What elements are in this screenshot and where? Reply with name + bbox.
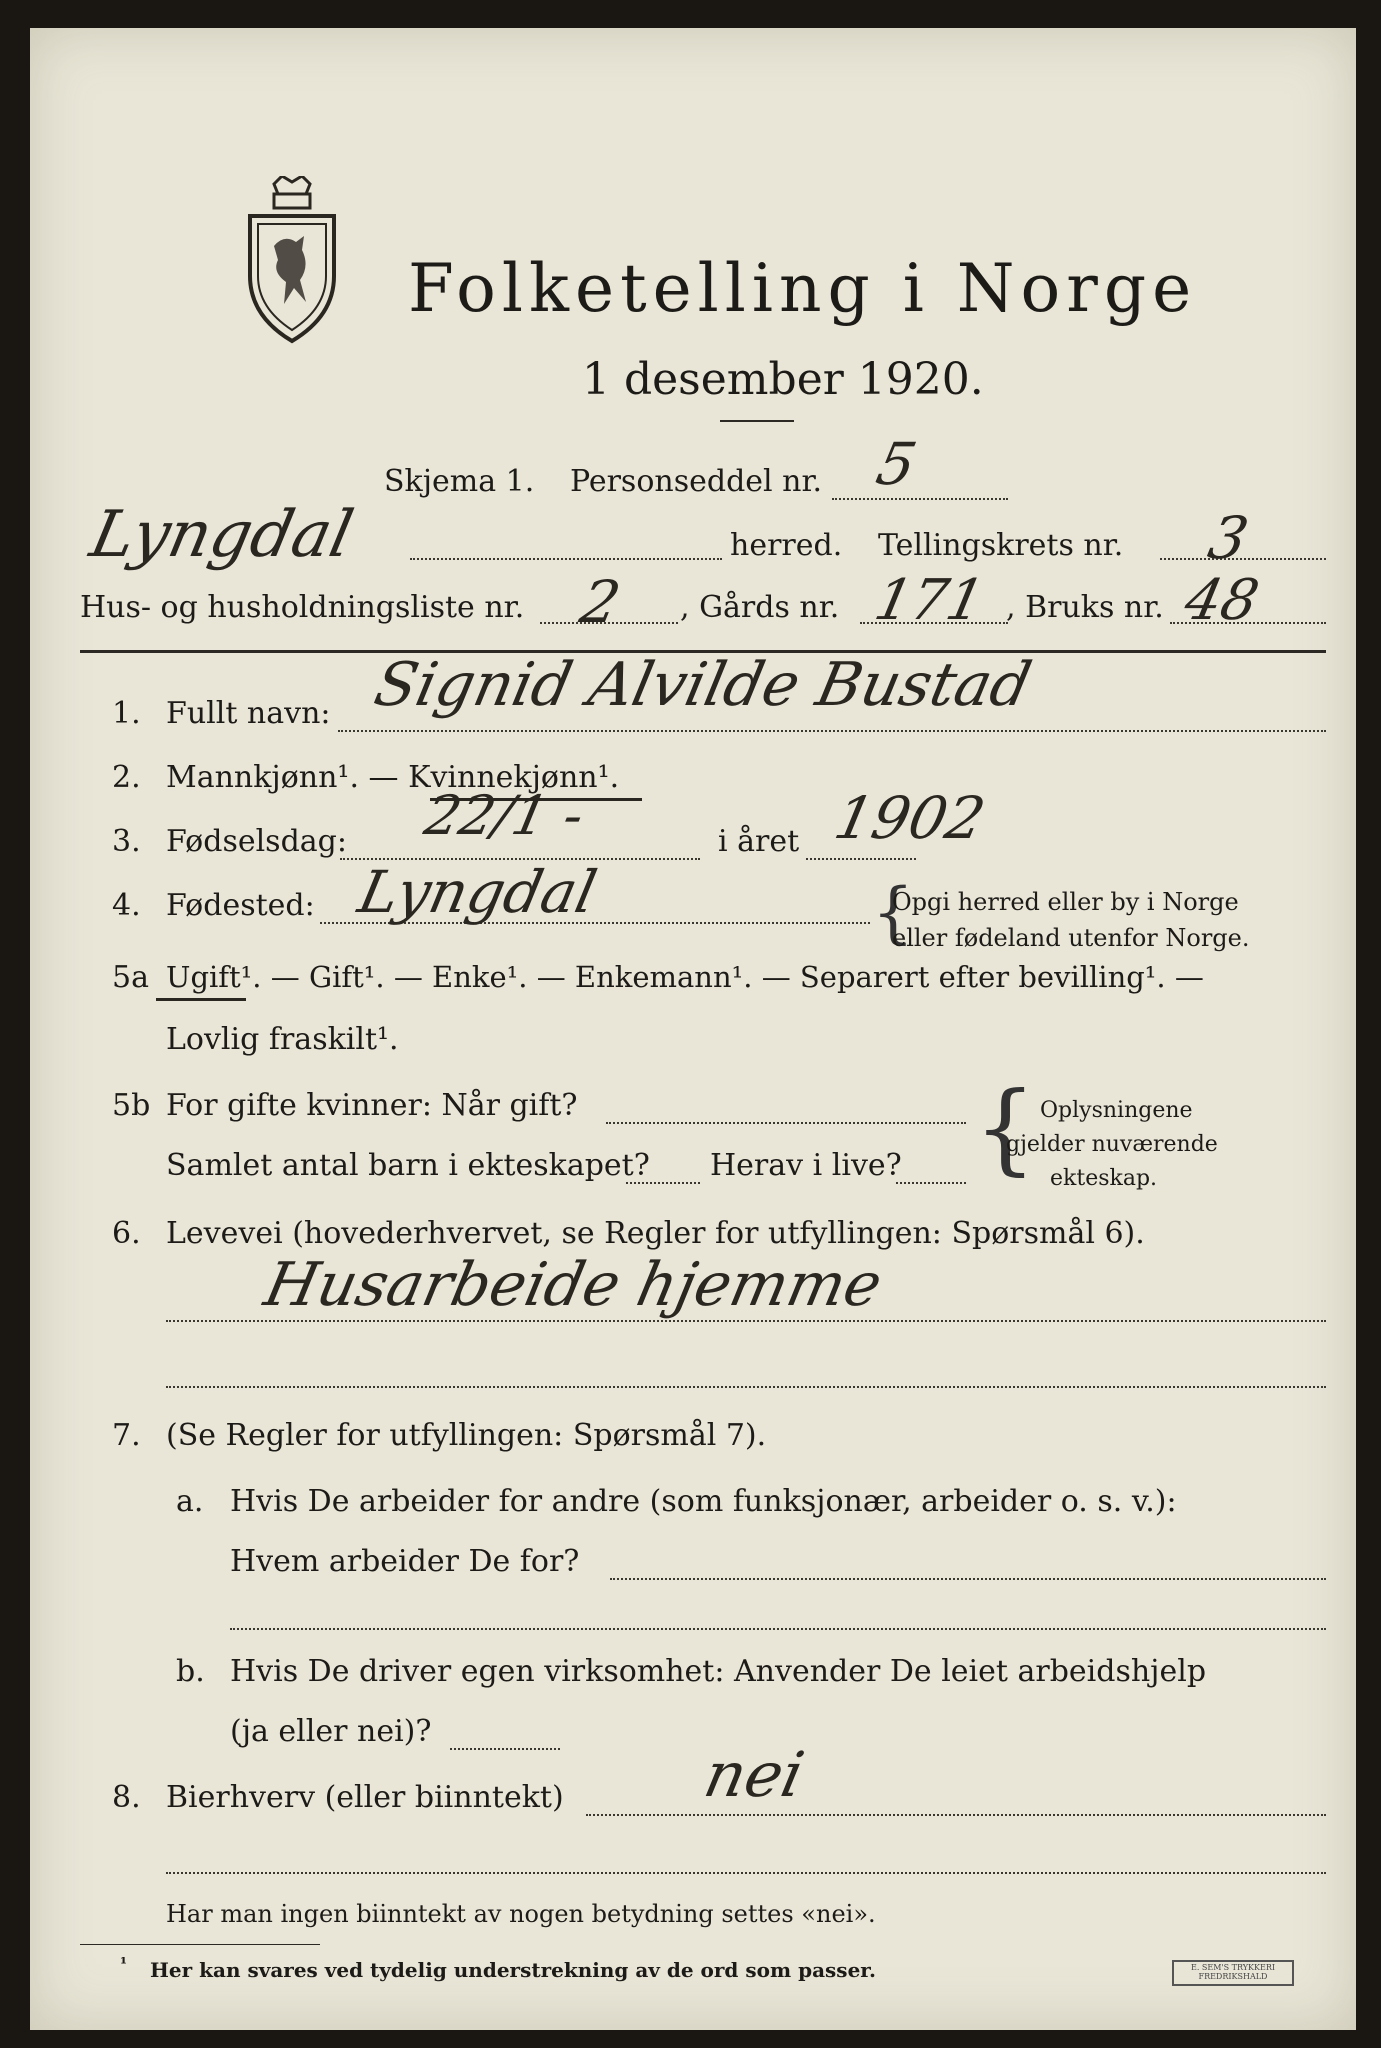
census-date: 1 desember 1920. bbox=[582, 354, 984, 405]
q6-label: Levevei (hovederhvervet, se Regler for utfyllingen: Spørsmål 6). bbox=[166, 1216, 1145, 1251]
title-divider bbox=[720, 420, 794, 422]
tellingskrets-nr-value: 3 bbox=[1202, 504, 1255, 572]
personseddel-label: Personseddel nr. bbox=[570, 464, 823, 499]
q7a-dots-line1 bbox=[610, 1578, 1326, 1580]
q6-dots-line2 bbox=[166, 1386, 1326, 1388]
q4-brace: { bbox=[872, 874, 914, 951]
occupation-value: Husarbeide hjemme bbox=[258, 1250, 888, 1320]
q6-dots-line1 bbox=[166, 1320, 1326, 1322]
q2-number: 2. bbox=[112, 760, 141, 795]
hus-nr-value: 2 bbox=[574, 568, 627, 636]
q4-number: 4. bbox=[112, 888, 141, 923]
birthday-value: 22/1 - bbox=[419, 784, 590, 847]
gards-label: , Gårds nr. bbox=[680, 590, 840, 625]
q7b-dots bbox=[450, 1748, 560, 1750]
q2-label: Mannkjønn¹. — Kvinnekjønn¹. bbox=[166, 760, 620, 795]
q7a-label: Hvis De arbeider for andre (som funksjonær, arbeider o. s. v.): bbox=[230, 1484, 1177, 1519]
norway-coat-of-arms-icon bbox=[244, 176, 340, 346]
q5b-alive-label: Herav i live? bbox=[710, 1148, 902, 1183]
gards-nr-value: 171 bbox=[869, 568, 990, 633]
q3-year-dots bbox=[806, 858, 916, 860]
side-income-value: nei bbox=[698, 1738, 811, 1811]
ugift-underline bbox=[156, 998, 246, 1001]
q3-label: Fødselsdag: bbox=[166, 824, 347, 859]
q5b-note-line1: Oplysningene bbox=[1040, 1098, 1193, 1123]
q7-number: 7. bbox=[112, 1418, 141, 1453]
herred-dots bbox=[410, 558, 722, 560]
q8-dots-line1 bbox=[586, 1814, 1326, 1816]
form-title: Folketelling i Norge bbox=[408, 250, 1198, 327]
nei-instruction: Har man ingen biinntekt av nogen betydning settes «nei». bbox=[166, 1900, 876, 1928]
q1-dots bbox=[338, 730, 1326, 732]
q5a-label-line2: Lovlig fraskilt¹. bbox=[166, 1022, 399, 1057]
q5b-brace: { bbox=[974, 1072, 1037, 1186]
husholdningsliste-label: Hus- og husholdningsliste nr. bbox=[80, 590, 525, 625]
q5b-married-dots bbox=[606, 1122, 966, 1124]
q5b-children-dots bbox=[626, 1182, 700, 1184]
q7a-employer-label: Hvem arbeider De for? bbox=[230, 1544, 580, 1579]
q5b-label: For gifte kvinner: Når gift? bbox=[166, 1088, 578, 1123]
q5a-number: 5a bbox=[112, 960, 149, 995]
q5b-number: 5b bbox=[112, 1088, 151, 1123]
census-form-sheet bbox=[30, 28, 1356, 2030]
full-name-value: Signid Alvilde Bustad bbox=[368, 650, 1038, 720]
footnote-mark: ¹ bbox=[120, 1954, 128, 1973]
q7b-label: Hvis De driver egen virksomhet: Anvender De leiet arbeidshjelp bbox=[230, 1654, 1207, 1689]
q5a-label: Ugift¹. — Gift¹. — Enke¹. — Enkemann¹. — Separert efter bevilling¹. — bbox=[166, 960, 1204, 994]
q7b-letter: b. bbox=[176, 1654, 205, 1689]
q7b-answer-label: (ja eller nei)? bbox=[230, 1714, 432, 1749]
tellingskrets-dots bbox=[1160, 558, 1326, 560]
q5b-note-line3: ekteskap. bbox=[1050, 1166, 1158, 1191]
q5b-note-line2: gjelder nuværende bbox=[1006, 1132, 1218, 1157]
footnote-rule bbox=[80, 1944, 320, 1945]
bruks-label: , Bruks nr. bbox=[1006, 590, 1164, 625]
q3-number: 3. bbox=[112, 824, 141, 859]
personseddel-nr-value: 5 bbox=[870, 430, 923, 498]
herred-value: Lyngdal bbox=[84, 498, 360, 572]
q8-dots-line2 bbox=[166, 1872, 1326, 1874]
q5b-children-label: Samlet antal barn i ekteskapet? bbox=[166, 1148, 650, 1183]
q7a-letter: a. bbox=[176, 1484, 204, 1519]
q7a-dots-line2 bbox=[230, 1628, 1326, 1630]
q7-label: (Se Regler for utfyllingen: Spørsmål 7). bbox=[166, 1418, 767, 1453]
q3-year-label: i året bbox=[718, 824, 800, 859]
q4-note-line1: Opgi herred eller by i Norge bbox=[892, 888, 1239, 916]
birth-year-value: 1902 bbox=[828, 784, 991, 852]
footnote-text: Her kan svares ved tydelig understrekning av de ord som passer. bbox=[150, 1958, 876, 1982]
q4-note-line2: eller fødeland utenfor Norge. bbox=[892, 924, 1250, 952]
skjema-label: Skjema 1. bbox=[384, 464, 535, 499]
q1-number: 1. bbox=[112, 696, 141, 731]
bruks-nr-value: 48 bbox=[1179, 568, 1265, 633]
q8-label: Bierhverv (eller biinntekt) bbox=[166, 1780, 564, 1815]
personseddel-dots bbox=[832, 498, 1008, 500]
q6-number: 6. bbox=[112, 1216, 141, 1251]
herred-label: herred. bbox=[730, 528, 843, 563]
tellingskrets-label: Tellingskrets nr. bbox=[878, 528, 1124, 563]
printer-stamp: E. SEM'S TRYKKERI FREDRIKSHALD bbox=[1172, 1960, 1294, 1986]
q1-label: Fullt navn: bbox=[166, 696, 331, 731]
q5b-alive-dots bbox=[896, 1182, 966, 1184]
birthplace-value: Lyngdal bbox=[352, 858, 603, 926]
q4-label: Fødested: bbox=[166, 888, 315, 923]
q8-number: 8. bbox=[112, 1780, 141, 1815]
